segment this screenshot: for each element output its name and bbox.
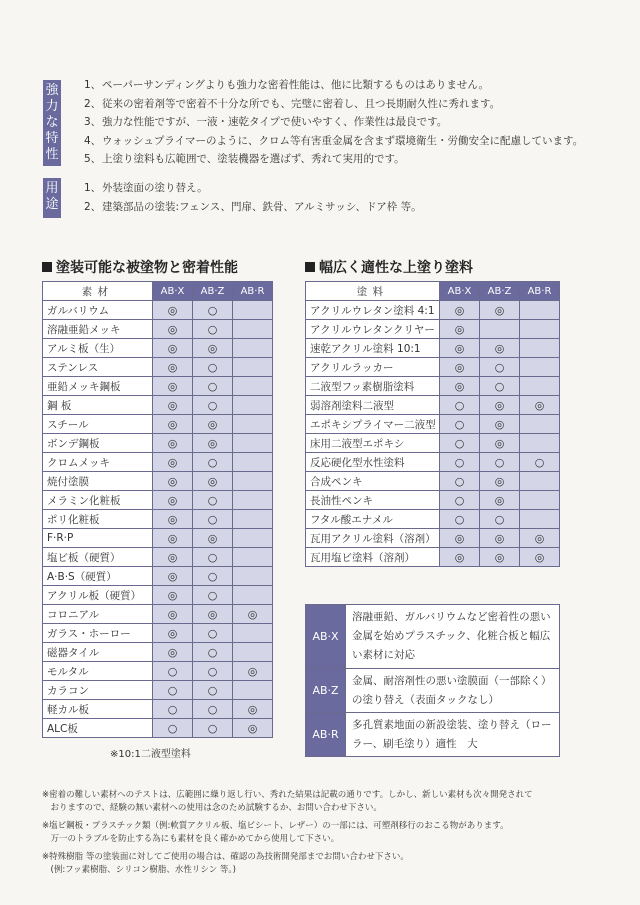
row-name: 速乾アクリル塗料 10:1 [306,339,440,358]
rating-cell [233,415,273,434]
table-row [43,605,273,624]
row-name: メラミン化粧板 [43,491,153,510]
header-abx: AB·X [153,282,193,301]
legend-code: AB·R [306,713,346,757]
row-name: ALC板 [43,719,153,738]
rating-cell: ○ [440,510,480,529]
rating-cell: ◎ [153,358,193,377]
rating-cell: ◎ [193,529,233,548]
features-item-number: 5、 [84,153,102,165]
rating-cell: ○ [480,510,520,529]
rating-cell [520,320,560,339]
legend-description: 金属、耐溶剤性の悪い塗膜面（一部除く）の塗り替え（表面タックなし） [346,669,560,713]
rating-cell [520,434,560,453]
row-name: フタル酸エナメル [306,510,440,529]
rating-cell: ◎ [440,548,480,567]
row-name: 合成ペンキ [306,472,440,491]
right-table-heading [305,257,473,277]
row-name: 亜鉛メッキ鋼板 [43,377,153,396]
rating-cell: ○ [193,700,233,719]
uses-item [84,180,208,195]
table-row [43,339,273,358]
rating-cell [233,624,273,643]
rating-cell [520,415,560,434]
note-line: (例:フッ素樹脂、シリコン樹脂、水性リシン 等。) [42,865,236,875]
uses-item-text: 外装塗面の塗り替え。 [102,182,208,194]
rating-cell: ◎ [153,491,193,510]
left-table-title: 塗装可能な被塗物と密着性能 [56,260,238,276]
table-row [43,700,273,719]
legend-code: AB·X [306,605,346,669]
rating-cell: ◎ [480,434,520,453]
rating-cell: ○ [193,453,233,472]
rating-cell: ○ [193,681,233,700]
rating-cell: ○ [193,358,233,377]
table-row [43,586,273,605]
rating-cell: ○ [153,700,193,719]
rating-cell: ◎ [520,396,560,415]
row-name: 鋼 板 [43,396,153,415]
rating-cell: ○ [193,320,233,339]
rating-cell: ◎ [520,529,560,548]
features-item [84,114,447,129]
rating-cell: ◎ [153,453,193,472]
rating-cell [480,320,520,339]
rating-cell: ○ [440,396,480,415]
uses-item-number: 1、 [84,182,102,194]
rating-cell: ◎ [480,548,520,567]
row-name: カラコン [43,681,153,700]
rating-cell [233,434,273,453]
rating-cell: ○ [193,719,233,738]
rating-cell: ○ [520,453,560,472]
features-item-number: 3、 [84,116,102,128]
rating-cell: ◎ [480,415,520,434]
rating-cell: ◎ [153,548,193,567]
note-line: ※特殊樹脂 等の塗装面に対してご使用の場合は、確認の為技術開発部までお問い合わせ下さい。 [42,852,409,862]
rating-cell: ◎ [153,320,193,339]
rating-cell: ○ [440,472,480,491]
table-row [43,662,273,681]
features-item [84,151,405,166]
rating-cell [233,453,273,472]
rating-cell: ◎ [193,605,233,624]
rating-cell: ◎ [480,301,520,320]
rating-cell [520,301,560,320]
rating-cell: ◎ [153,434,193,453]
rating-cell [233,586,273,605]
row-name: ステンレス [43,358,153,377]
table-row [43,301,273,320]
features-item [84,77,489,92]
rating-cell [233,377,273,396]
row-name: スチール [43,415,153,434]
rating-cell: ◎ [153,377,193,396]
rating-cell [233,643,273,662]
rating-cell: ◎ [480,529,520,548]
rating-cell: ◎ [153,339,193,358]
table-row [43,434,273,453]
table-row [43,719,273,738]
uses-item-text: 建築部品の塗装:フェンス、門扉、鉄骨、アルミサッシ、ドア枠 等。 [102,200,422,213]
table-row [43,567,273,586]
features-item-text: ウォッシュプライマーのように、クロム等有害重金属を含まず環境衛生・労働安全に配慮しています。 [102,134,584,147]
rating-cell: ◎ [440,339,480,358]
table-row [43,320,273,339]
note-line: おりますので、経験の無い素材への使用は念のため試験するか、お問い合わせ下さい。 [42,803,382,813]
rating-cell: ○ [193,491,233,510]
rating-cell: ◎ [153,529,193,548]
row-name: ポリ化粧板 [43,510,153,529]
substrate-table [42,281,273,738]
row-name: ガルバリウム [43,301,153,320]
rating-cell: ◎ [440,377,480,396]
uses-label-text: 用途 [45,181,59,212]
table-row [306,320,560,339]
rating-cell: ◎ [153,567,193,586]
rating-cell: ◎ [480,472,520,491]
rating-cell: ◎ [480,396,520,415]
rating-cell: ○ [193,586,233,605]
table-row [306,358,560,377]
row-name: 弱溶剤塗料二液型 [306,396,440,415]
row-name: A·B·S（硬質） [43,567,153,586]
table-row [306,434,560,453]
legend-row [306,669,560,713]
row-name: 溶融亜鉛メッキ [43,320,153,339]
header-abz: AB·Z [480,282,520,301]
row-name: アクリルラッカー [306,358,440,377]
table-row [43,491,273,510]
table-row [43,396,273,415]
row-name: アクリルウレタン塗料 4:1 [306,301,440,320]
features-label [43,80,61,166]
left-table-footnote: ※10:1二液型塗料 [110,749,191,760]
rating-cell: ◎ [233,662,273,681]
rating-cell: ○ [193,548,233,567]
table-row [43,377,273,396]
uses-item-number: 2、 [84,200,102,213]
rating-cell: ○ [153,681,193,700]
note-line: ※塩ビ鋼板・プラスチック類（例:軟質アクリル板、塩ビシート、レザー）の一部には、可塑剤移行のおこる物があります。 [42,821,509,831]
header-abr: AB·R [520,282,560,301]
row-name: 反応硬化型水性塗料 [306,453,440,472]
rating-cell [233,681,273,700]
rating-cell: ◎ [193,339,233,358]
table-row [43,510,273,529]
rating-cell: ◎ [440,301,480,320]
legend-row [306,713,560,757]
rating-cell [233,320,273,339]
rating-cell [520,510,560,529]
rating-cell: ◎ [480,491,520,510]
table-row [306,415,560,434]
row-name: アクリル板（硬質） [43,586,153,605]
rating-cell [520,491,560,510]
rating-cell: ◎ [520,548,560,567]
rating-cell: ○ [193,377,233,396]
rating-cell: ○ [480,453,520,472]
rating-cell: ○ [480,358,520,377]
table-row [306,548,560,567]
rating-cell: ○ [193,301,233,320]
table-row [43,529,273,548]
product-legend [305,604,560,757]
uses-item [84,199,422,214]
features-item [84,96,500,111]
row-name: ボンデ鋼板 [43,434,153,453]
rating-cell: ◎ [233,719,273,738]
rating-cell: ◎ [153,624,193,643]
table-row [43,453,273,472]
rating-cell: ◎ [233,700,273,719]
table-row [43,681,273,700]
rating-cell: ◎ [440,358,480,377]
row-name: 床用二液型エポキシ [306,434,440,453]
row-name: アクリルウレタンクリヤー [306,320,440,339]
table-row [306,472,560,491]
table-row [306,453,560,472]
table-row [306,339,560,358]
square-bullet-icon [305,262,315,272]
header-abz: AB·Z [193,282,233,301]
features-item-text: 従来の密着剤等で密着不十分な所でも、完璧に密着し、且つ長期耐久性に秀れます。 [102,97,501,110]
rating-cell: ○ [440,434,480,453]
rating-cell: ○ [480,377,520,396]
rating-cell: ○ [440,491,480,510]
features-item-number: 1、 [84,79,102,91]
legend-code: AB·Z [306,669,346,713]
rating-cell [233,548,273,567]
row-name: 長油性ペンキ [306,491,440,510]
rating-cell: ◎ [153,415,193,434]
rating-cell: ◎ [233,605,273,624]
row-name: 塩ビ板（硬質） [43,548,153,567]
row-name: 瓦用塩ビ塗料（溶剤） [306,548,440,567]
header-material: 素材 [43,282,153,301]
table-row [306,529,560,548]
rating-cell: ◎ [153,586,193,605]
rating-cell: ○ [193,567,233,586]
rating-cell [233,529,273,548]
row-name: モルタル [43,662,153,681]
rating-cell: ◎ [153,643,193,662]
header-paint: 塗料 [306,282,440,301]
table-row [306,301,560,320]
rating-cell: ◎ [153,301,193,320]
row-name: コロニアル [43,605,153,624]
table-row [306,377,560,396]
rating-cell [233,339,273,358]
features-item-number: 2、 [84,97,102,110]
row-name: F·R·P [43,529,153,548]
row-name: クロムメッキ [43,453,153,472]
note-line: ※密着の難しい素材へのテストは、広範囲に繰り返し行い、秀れた結果は記載の通りです。しかし、新しい素材も次々開発されて [42,790,533,800]
row-name: ガラス・ホーロー [43,624,153,643]
row-name: 二液型フッ素樹脂塗料 [306,377,440,396]
table-row [306,396,560,415]
legend-description: 溶融亜鉛、ガルバリウムなど密着性の悪い金属を始めプラスチック、化粧合板と幅広い素材に対応 [346,605,560,669]
features-label-text: 強力な特性 [45,83,59,162]
rating-cell: ○ [193,643,233,662]
rating-cell [233,491,273,510]
right-table-title: 幅広く適性な上塗り塗料 [319,260,473,276]
row-name: 軽カル板 [43,700,153,719]
rating-cell: ○ [193,396,233,415]
rating-cell: ○ [193,662,233,681]
table-row [43,415,273,434]
features-item-number: 4、 [84,134,102,147]
table-row [43,624,273,643]
table-row [43,472,273,491]
rating-cell [233,472,273,491]
rating-cell: ◎ [193,415,233,434]
table-row [43,358,273,377]
rating-cell: ○ [440,453,480,472]
header-abx: AB·X [440,282,480,301]
table-row [306,510,560,529]
rating-cell: ◎ [440,529,480,548]
uses-label [43,178,61,218]
rating-cell [233,301,273,320]
rating-cell: ◎ [193,472,233,491]
rating-cell [233,358,273,377]
note-line: 万一のトラブルを防止する為にも素材を良く確かめてから使用して下さい。 [42,834,340,844]
legend-description: 多孔質素地面の新設塗装、塗り替え（ローラー、刷毛塗り）適性 大 [346,713,560,757]
rating-cell: ○ [193,510,233,529]
rating-cell [233,396,273,415]
rating-cell [520,339,560,358]
rating-cell: ◎ [193,434,233,453]
row-name: 磁器タイル [43,643,153,662]
row-name: 焼付塗膜 [43,472,153,491]
left-table-heading [42,257,238,277]
rating-cell: ○ [153,662,193,681]
rating-cell: ◎ [440,320,480,339]
rating-cell: ◎ [153,472,193,491]
rating-cell [233,510,273,529]
rating-cell: ○ [193,624,233,643]
features-item [84,133,583,148]
rating-cell: ○ [153,719,193,738]
table-row [306,491,560,510]
header-abr: AB·R [233,282,273,301]
rating-cell [233,567,273,586]
legend-row [306,605,560,669]
rating-cell [520,377,560,396]
table-row [43,643,273,662]
rating-cell: ○ [440,415,480,434]
rating-cell: ◎ [480,339,520,358]
rating-cell: ◎ [153,605,193,624]
rating-cell [520,358,560,377]
row-name: アルミ板（生） [43,339,153,358]
row-name: エポキシプライマー二液型 [306,415,440,434]
features-item-text: 上塗り塗料も広範囲で、塗装機器を選ばず、秀れて実用的です。 [102,153,405,165]
features-item-text: ペーパーサンディングよりも強力な密着性能は、他に比類するものはありません。 [102,79,490,91]
rating-cell: ◎ [153,396,193,415]
topcoat-table [305,281,560,567]
features-item-text: 強力な性能ですが、一液・速乾タイプで使いやすく、作業性は最良です。 [102,116,448,128]
rating-cell: ◎ [153,510,193,529]
square-bullet-icon [42,262,52,272]
rating-cell [520,472,560,491]
row-name: 瓦用アクリル塗料（溶剤） [306,529,440,548]
table-row [43,548,273,567]
